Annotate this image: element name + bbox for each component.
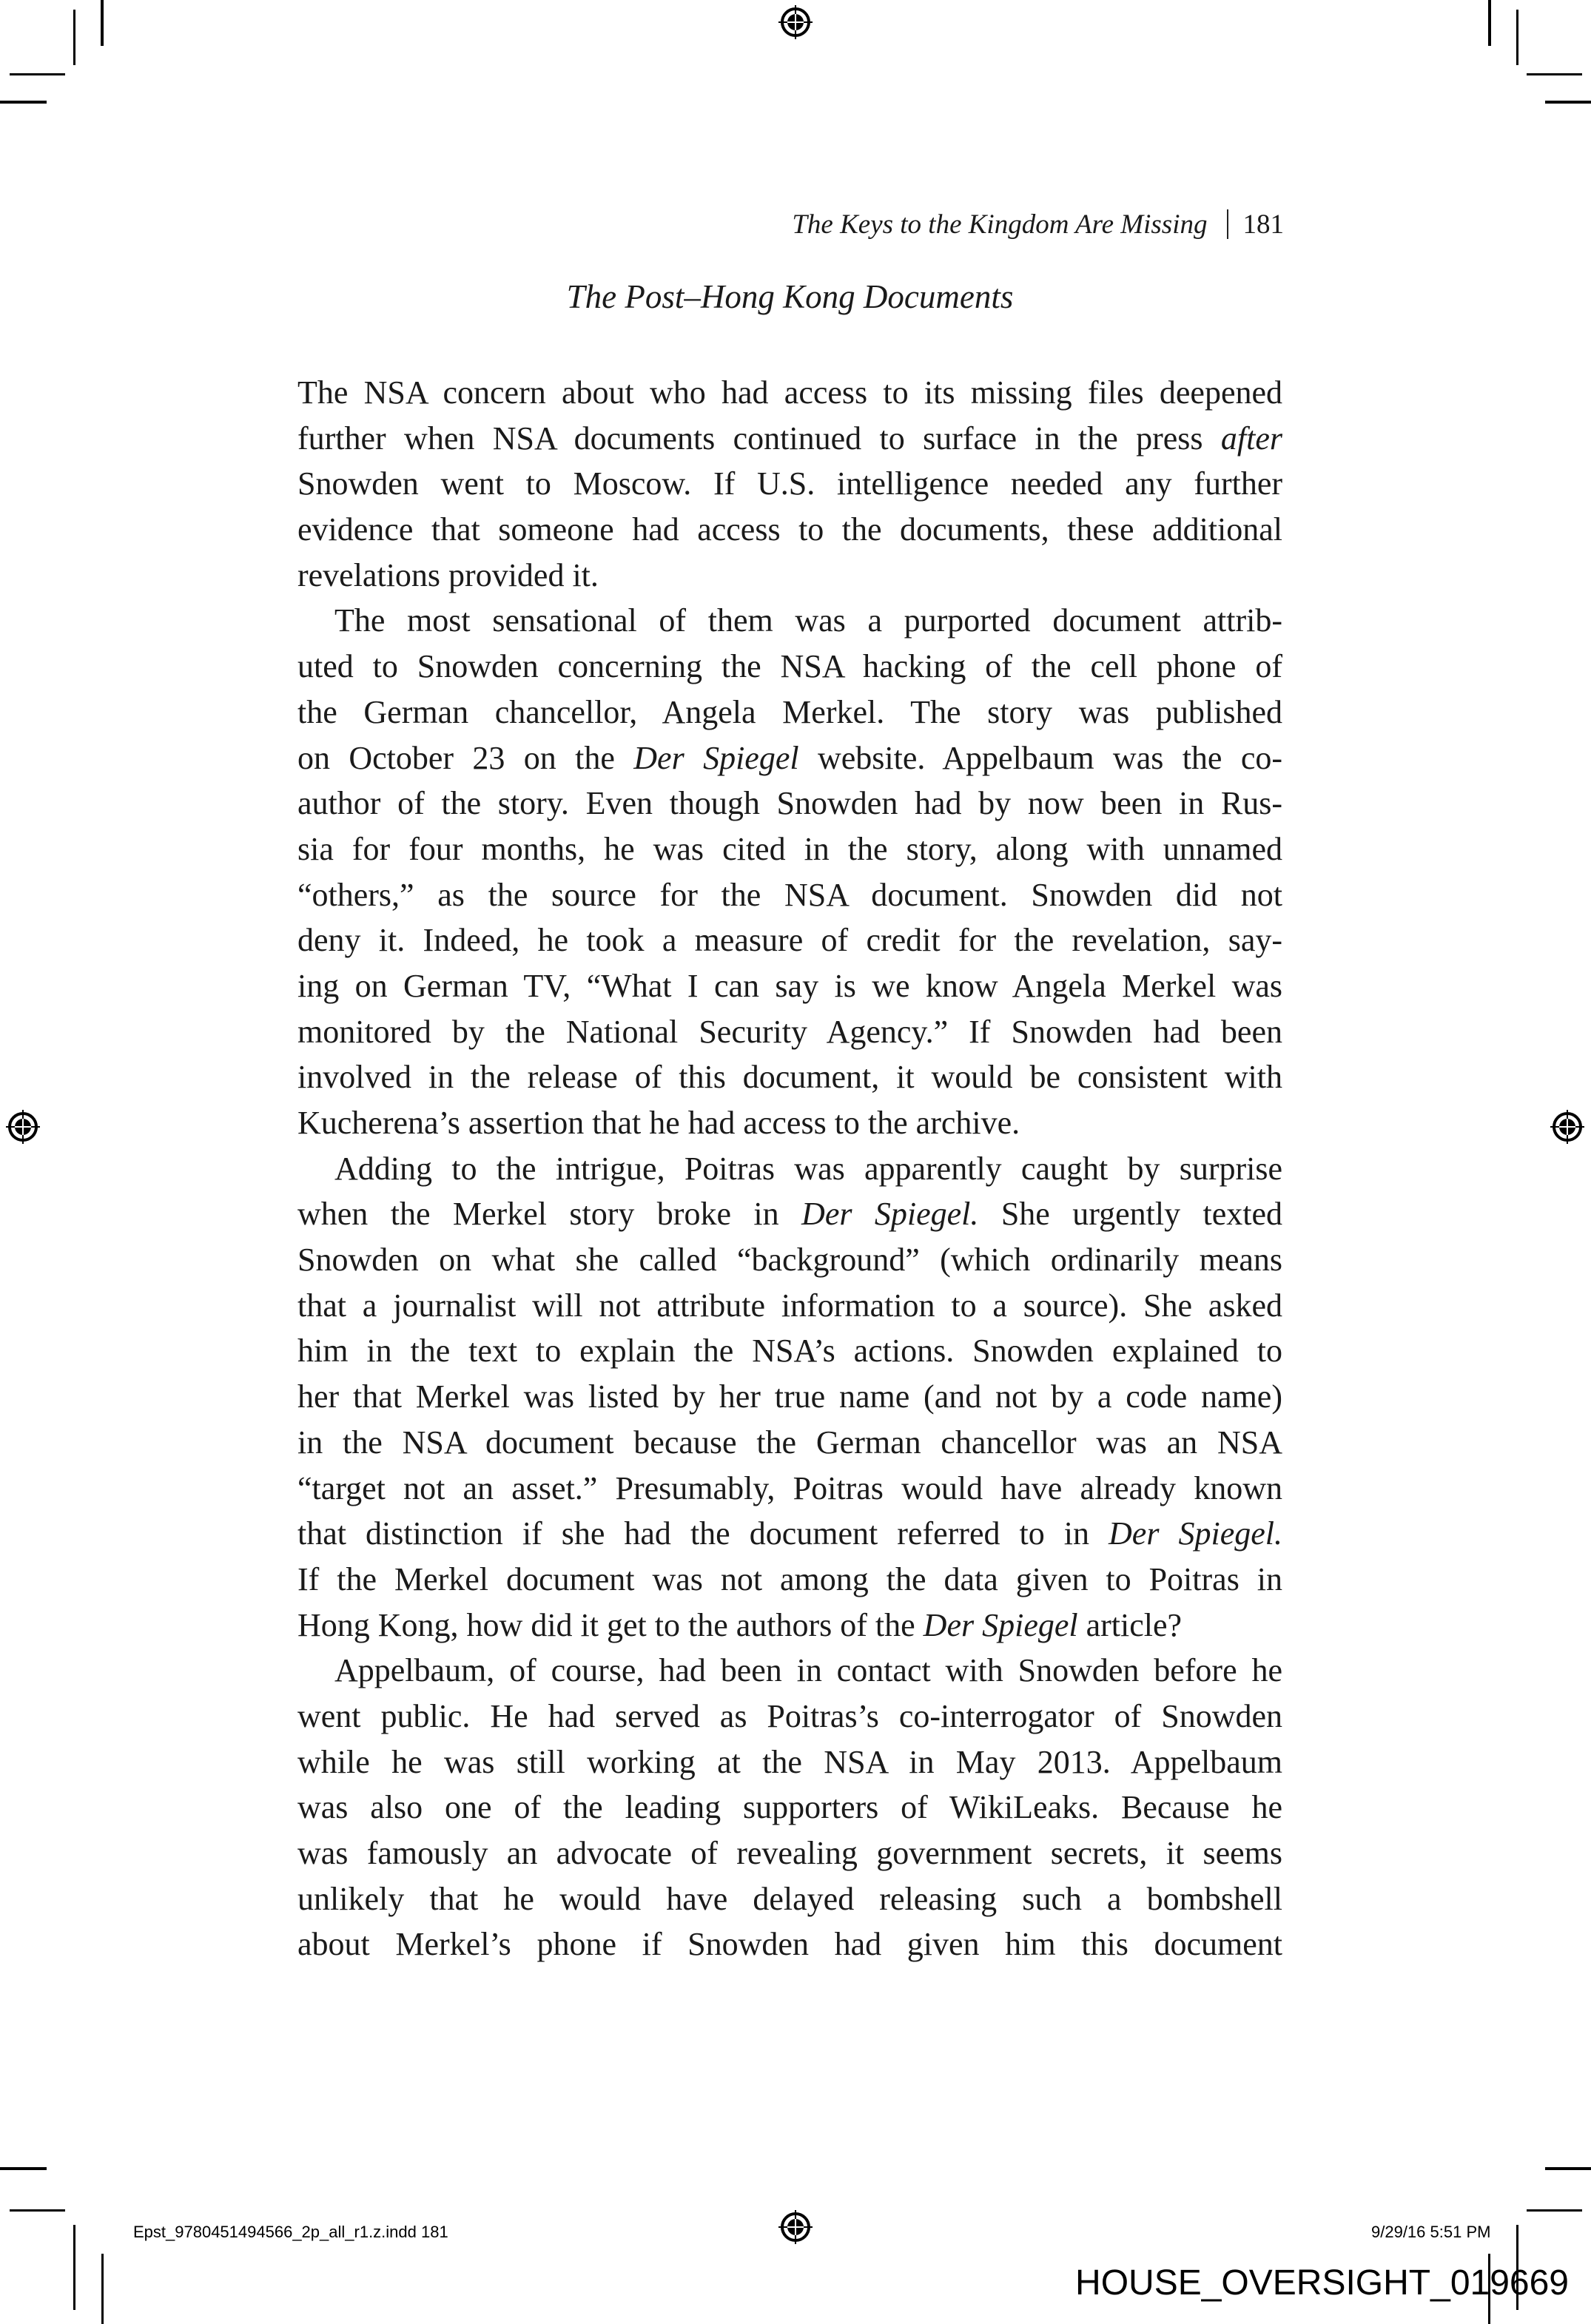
page-number: 181 <box>1242 209 1284 240</box>
text-run: while he was still working at the NSA in May 2013. Appelbaum <box>297 1743 1282 1780</box>
crop-mark-top-right-v1 <box>1488 0 1491 46</box>
text-line <box>297 1054 1282 1100</box>
text-line <box>297 1420 1282 1466</box>
text-run: him in the text to explain the NSA’s actions. Snowden explained to <box>297 1333 1282 1370</box>
text-line <box>297 1237 1282 1283</box>
crop-mark-top-left-v2 <box>73 10 75 65</box>
crop-mark-top-right-h2 <box>1545 101 1591 104</box>
text-run: involved in the release of this document, it would be consistent with <box>297 1059 1282 1096</box>
text-line <box>297 1785 1282 1830</box>
text-run: “others,” as the source for the NSA document. Snowden did not <box>297 876 1282 913</box>
crop-mark-top-right-h1 <box>1527 73 1582 75</box>
paragraph <box>297 598 1282 1145</box>
body-text <box>297 370 1282 1967</box>
text-line <box>297 370 1282 416</box>
text-run: monitored by the National Security Agency.” If Snowden had been <box>297 1013 1282 1050</box>
crop-mark-bottom-left-v1 <box>73 2225 75 2310</box>
section-heading: The Post–Hong Kong Documents <box>566 278 1014 315</box>
text-line <box>297 1328 1282 1374</box>
text-run: deny it. Indeed, he took a measure of credit for the revelation, say- <box>297 922 1282 959</box>
text-line <box>297 1191 1282 1237</box>
text-run: uted to Snowden concerning the NSA hacking of the cell phone of <box>297 648 1282 685</box>
crop-mark-bottom-left-v2 <box>101 2254 104 2324</box>
text-run: If the Merkel document was not among the data given to Poitras in <box>297 1560 1282 1597</box>
crop-mark-top-left-h1 <box>10 73 65 75</box>
text-line <box>297 1374 1282 1420</box>
text-run: Kucherena’s assertion that he had access to the archive. <box>297 1105 1020 1141</box>
text-line <box>297 1648 1282 1694</box>
slug-timestamp: 9/29/16 5:51 PM <box>1371 2223 1491 2241</box>
text-line <box>297 1146 1282 1192</box>
text-run: that a journalist will not attribute information to a source). She asked <box>297 1287 1282 1324</box>
text-run: ing on German TV, “What I can say is we know Angela Merkel was <box>297 967 1282 1004</box>
text-run: unlikely that he would have delayed releasing such a bombshell <box>297 1880 1282 1917</box>
italic-text: Der Spiegel <box>923 1606 1078 1643</box>
text-line <box>297 872 1282 918</box>
text-line <box>297 1557 1282 1603</box>
text-run: her that Merkel was listed by her true name (and not by a code name) <box>297 1378 1282 1415</box>
text-line <box>297 1739 1282 1785</box>
text-line <box>297 1876 1282 1922</box>
text-line <box>297 507 1282 553</box>
registration-target-icon <box>778 5 813 39</box>
crop-mark-bottom-right-h1 <box>1545 2167 1591 2170</box>
text-run: when the Merkel story broke in <box>297 1196 802 1233</box>
text-run: Adding to the intrigue, Poitras was apparently caught by surprise <box>334 1150 1282 1187</box>
registration-target-icon <box>1550 1110 1584 1144</box>
text-line <box>297 1100 1282 1146</box>
running-head-title: The Keys to the Kingdom Are Missing <box>792 209 1208 240</box>
text-run: Snowden went to Moscow. If U.S. intelligence needed any further <box>297 465 1282 502</box>
text-line <box>297 1283 1282 1329</box>
text-line <box>297 1921 1282 1967</box>
bates-number: HOUSE_OVERSIGHT_019669 <box>1075 2263 1569 2303</box>
text-run: on October 23 on the <box>297 739 634 776</box>
text-run: Appelbaum, of course, had been in contact with Snowden before he <box>334 1652 1282 1689</box>
paragraph <box>297 1146 1282 1648</box>
text-line <box>297 416 1282 462</box>
paragraph <box>297 370 1282 598</box>
text-line <box>297 553 1282 599</box>
paragraph <box>297 1648 1282 1967</box>
crop-mark-bottom-right-h2 <box>1527 2209 1582 2212</box>
running-head <box>710 209 1284 247</box>
text-run: was famously an advocate of revealing government secrets, it seems <box>297 1835 1282 1871</box>
registration-target-icon <box>778 2210 813 2244</box>
text-run: “target not an asset.” Presumably, Poitras would have already known <box>297 1469 1282 1506</box>
text-line <box>297 598 1282 644</box>
italic-text: Der Spiegel <box>633 739 799 776</box>
text-run: that distinction if she had the document referred to in <box>297 1515 1109 1552</box>
crop-mark-top-right-v2 <box>1516 10 1518 65</box>
text-line <box>297 781 1282 826</box>
text-run: website. Appelbaum was the co- <box>798 739 1282 776</box>
text-line <box>297 917 1282 963</box>
text-run: The NSA concern about who had access to its missing files deepened <box>297 374 1282 411</box>
text-run: further when NSA documents continued to surface in the press <box>297 420 1221 457</box>
text-run: about Merkel’s phone if Snowden had given him this document <box>297 1926 1282 1963</box>
crop-mark-bottom-left-h2 <box>10 2209 65 2212</box>
text-line <box>297 1009 1282 1055</box>
text-line <box>297 1603 1282 1648</box>
text-run: Hong Kong, how did it get to the authors of the <box>297 1606 924 1643</box>
text-line <box>297 1694 1282 1739</box>
italic-text: Der Spiegel. <box>801 1196 979 1233</box>
text-line <box>297 1830 1282 1876</box>
text-line <box>297 963 1282 1009</box>
slug-filename: Epst_9780451494566_2p_all_r1.z.indd 181 <box>133 2223 448 2241</box>
text-line <box>297 826 1282 872</box>
text-line <box>297 690 1282 735</box>
running-head-separator <box>1227 209 1228 239</box>
text-run: sia for four months, he was cited in the story, along with unnamed <box>297 830 1282 867</box>
text-line <box>297 735 1282 781</box>
text-line <box>297 1511 1282 1557</box>
crop-mark-top-left-v1 <box>101 0 104 46</box>
registration-target-icon <box>6 1110 40 1144</box>
text-run: evidence that someone had access to the documents, these additional <box>297 511 1282 548</box>
text-run: Snowden on what she called “background” (which ordinarily means <box>297 1242 1282 1279</box>
crop-mark-top-left-h2 <box>0 101 47 104</box>
italic-text: Der Spiegel. <box>1109 1515 1282 1552</box>
crop-mark-bottom-left-h1 <box>0 2167 47 2170</box>
text-run: article? <box>1077 1606 1183 1643</box>
text-run: revelations provided it. <box>297 556 599 593</box>
text-line <box>297 461 1282 507</box>
text-run: was also one of the leading supporters of WikiLeaks. Because he <box>297 1789 1282 1826</box>
text-line <box>297 1466 1282 1512</box>
text-line <box>297 644 1282 690</box>
text-run: the German chancellor, Angela Merkel. The story was published <box>297 693 1282 730</box>
italic-text: after <box>1220 420 1282 457</box>
text-run: The most sensational of them was a purported document attrib- <box>334 602 1282 639</box>
text-run: She urgently texted <box>978 1196 1282 1233</box>
text-run: in the NSA document because the German chancellor was an NSA <box>297 1424 1282 1461</box>
text-run: went public. He had served as Poitras’s co-interrogator of Snowden <box>297 1697 1282 1734</box>
text-run: author of the story. Even though Snowden had by now been in Rus- <box>297 785 1282 822</box>
